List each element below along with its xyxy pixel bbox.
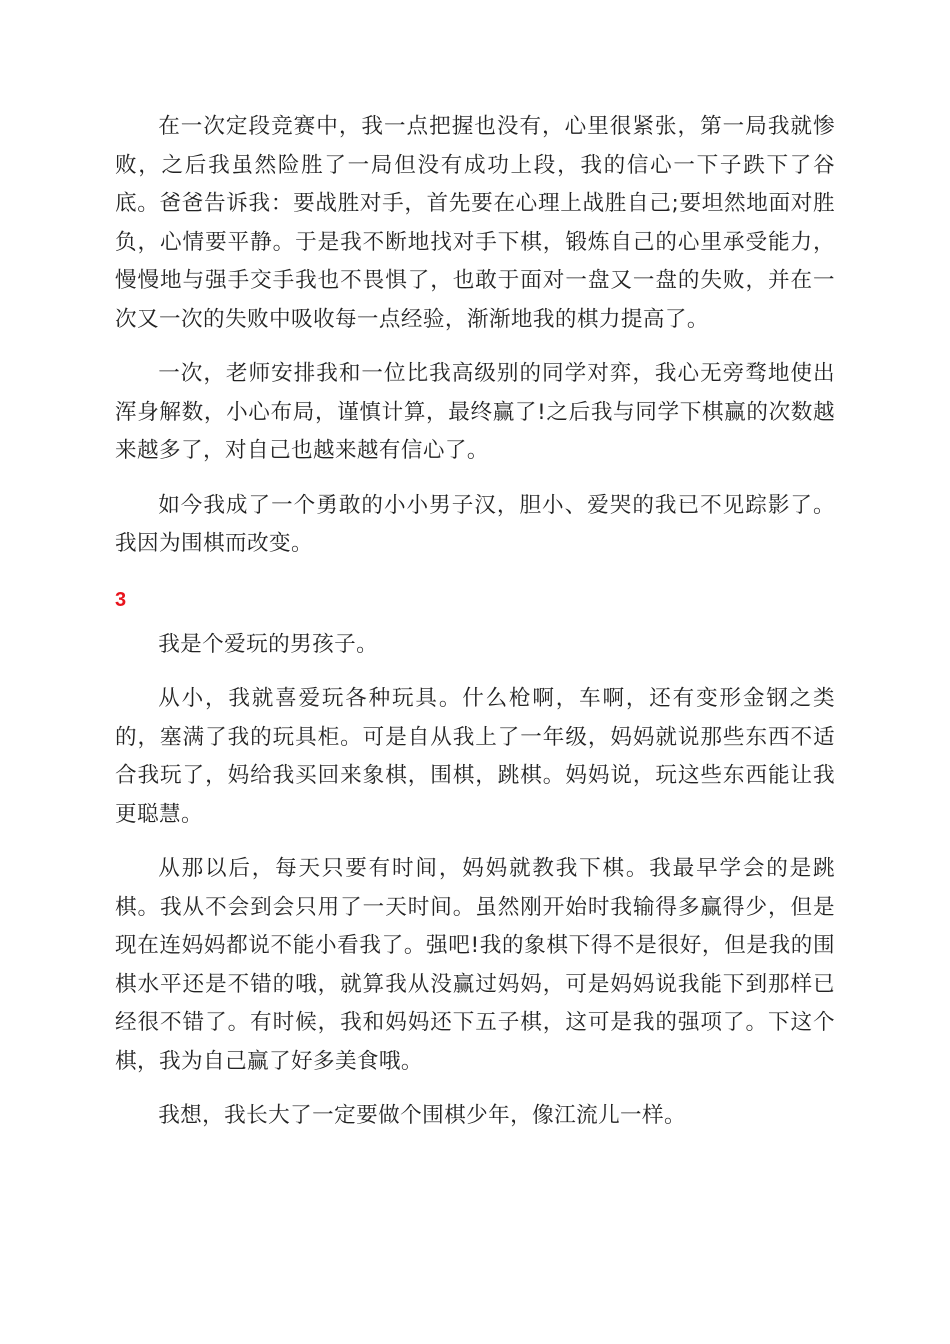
paragraph: 从小，我就喜爱玩各种玩具。什么枪啊，车啊，还有变形金钢之类的，塞满了我的玩具柜。可是自从我上了一年级，妈妈就说那些东西不适合我玩了，妈给我买回来象棋，围棋，跳棋。妈妈说，玩这些东西能让我更聪慧。 — [115, 686, 835, 827]
paragraph: 我是个爱玩的男孩子。 — [158, 631, 379, 657]
paragraph: 一次，老师安排我和一位比我高级别的同学对弈，我心无旁骛地使出浑身解数，小心布局，谨慎计算，最终赢了!之后我与同学下棋赢的次数越来越多了，对自己也越来越有信心了。 — [115, 361, 835, 463]
section-number: 3 — [115, 588, 127, 611]
paragraph: 从那以后，每天只要有时间，妈妈就教我下棋。我最早学会的是跳棋。我从不会到会只用了一天时间。虽然刚开始时我输得多赢得少，但是现在连妈妈都说不能小看我了。强吧!我的象棋下得不是很好，但是我的围棋水平还是不错的哦，就算我从没赢过妈妈，可是妈妈说我能下到那样已经很不错了。有时候，我和妈妈还下五子棋，这可是我的强项了。下这个棋，我为自己赢了好多美食哦。 — [115, 856, 835, 1074]
paragraph: 在一次定段竞赛中，我一点把握也没有，心里很紧张，第一局我就惨败，之后我虽然险胜了一局但没有成功上段，我的信心一下子跌下了谷底。爸爸告诉我：要战胜对手，首先要在心理上战胜自己;要坦然地面对胜负，心情要平静。于是我不断地找对手下棋，锻炼自己的心里承受能力，慢慢地与强手交手我也不畏惧了，也敢于面对一盘又一盘的失败，并在一次又一次的失败中吸收每一点经验，渐渐地我的棋力提高了。 — [115, 114, 835, 332]
document-page — [115, 108, 835, 1136]
paragraph: 如今我成了一个勇敢的小小男子汉，胆小、爱哭的我已不见踪影了。我因为围棋而改变。 — [115, 492, 835, 556]
paragraph: 我想，我长大了一定要做个围棋少年，像江流儿一样。 — [158, 1103, 687, 1128]
